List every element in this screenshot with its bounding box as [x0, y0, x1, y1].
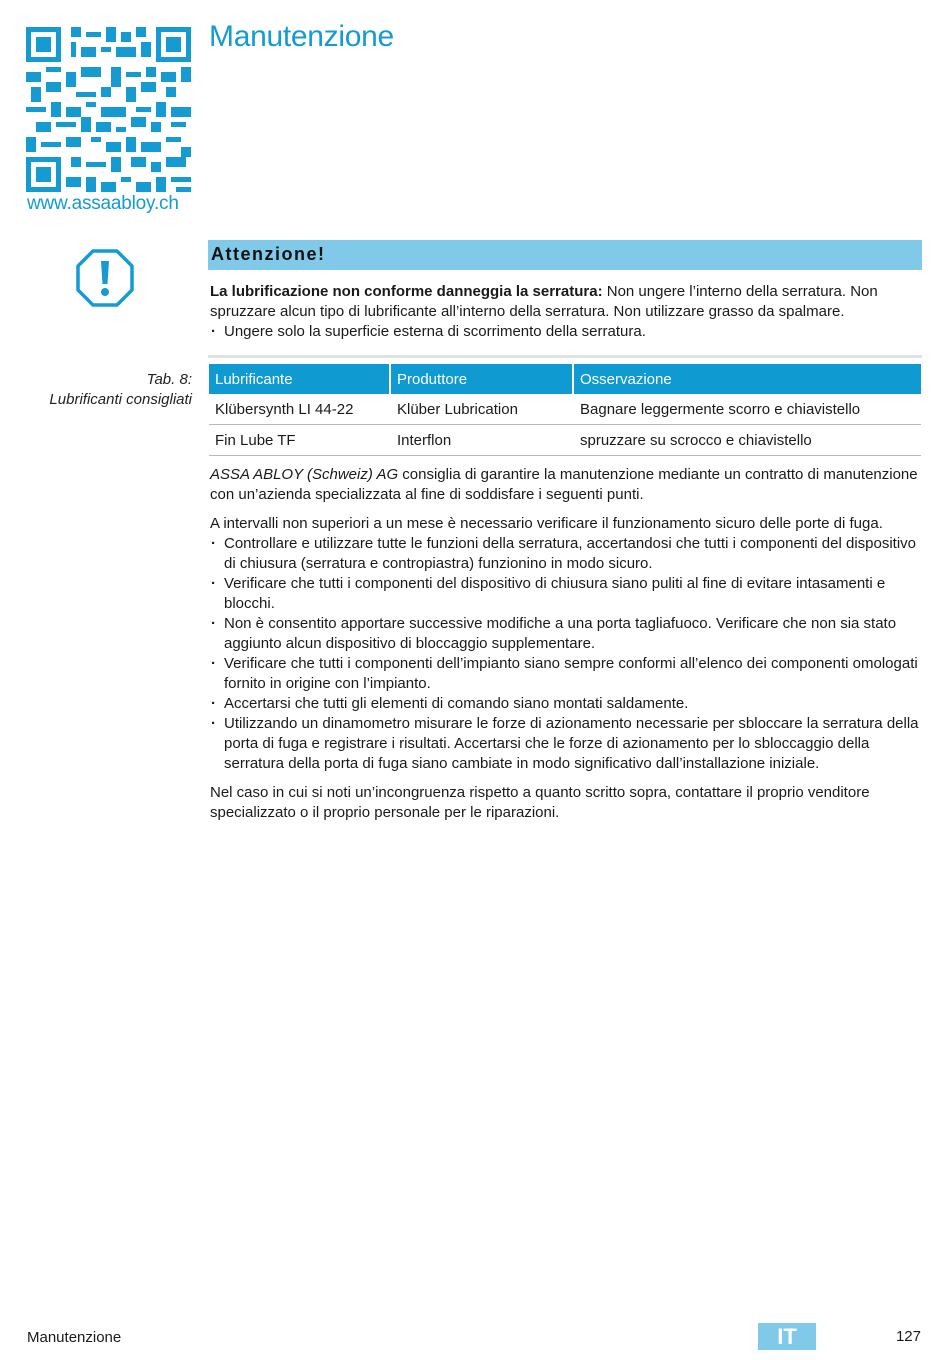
list-item: · Non è consentito apportare successive modifiche a una porta tagliafuoco. Verificare che non sia stato aggiunto alcun dispositivo di bloccaggio supplementare.	[210, 614, 922, 654]
maintenance-contract-paragraph	[210, 465, 922, 505]
table-cell: Interflon	[391, 425, 574, 456]
table-header-cell: Osservazione	[574, 364, 921, 394]
table-cell: Klüber Lubrication	[391, 394, 574, 425]
warning-lead-text: Non ungere l’interno della serratura. Non spruzzare alcun tipo di lubrificante all’interno della serratura. Non utilizzare grasso da spalmare.	[210, 283, 878, 320]
language-badge: IT	[758, 1323, 816, 1350]
monthly-checks	[210, 514, 922, 774]
table-header-cell: Produttore	[391, 364, 574, 394]
page-title: Manutenzione	[209, 20, 394, 53]
section-divider	[208, 355, 922, 358]
table-caption	[49, 370, 192, 410]
website-link[interactable]: www.assaabloy.ch	[27, 193, 179, 214]
warning-octagon-icon	[76, 249, 134, 307]
warning-paragraph	[210, 282, 922, 322]
footer-section-label: Manutenzione	[27, 1329, 122, 1346]
table-row	[209, 394, 921, 425]
table-caption-title: Lubrificanti consigliati	[49, 391, 192, 408]
warning-bullet: · Ungere solo la superficie esterna di scorrimento della serratura.	[210, 322, 922, 342]
warning-lead-bold: La lubrificazione non conforme danneggia la serratura:	[210, 283, 603, 300]
table-row	[209, 425, 921, 456]
contact-paragraph: Nel caso in cui si noti un’incongruenza rispetto a quanto scritto sopra, contattare il proprio venditore specializzato o il proprio personale per le riparazioni.	[210, 784, 870, 821]
attention-banner	[208, 240, 922, 270]
lubricants-table	[209, 364, 921, 456]
table-cell: spruzzare su scrocco e chiavistello	[574, 425, 921, 456]
table-caption-number: Tab. 8:	[146, 371, 192, 388]
table-cell: Klübersynth LI 44-22	[209, 394, 391, 425]
attention-title: Attenzione!	[211, 244, 326, 264]
list-item: · Utilizzando un dinamometro misurare le forze di azionamento necessarie per sbloccare la serratura della porta di fuga e registrare i risultati. Accertarsi che le forze di azionamento per lo sbloccaggio della serratura della porta di fuga siano cambiate in modo significativo dall’installazione iniziale.	[210, 714, 922, 774]
table-cell: Fin Lube TF	[209, 425, 391, 456]
list-item: · Verificare che tutti i componenti dell’impianto siano sempre conformi all’elenco dei componenti omologati fornito in origine con l’impianto.	[210, 654, 922, 694]
list-item: · Controllare e utilizzare tutte le funzioni della serratura, accertandosi che tutti i componenti del dispositivo di chiusura (serratura e contropiastra) funzionino in modo sicuro.	[210, 534, 922, 574]
table-header-cell: Lubrificante	[209, 364, 391, 394]
qr-code-icon	[26, 27, 191, 192]
company-name: ASSA ABLOY (Schweiz) AG	[210, 466, 399, 483]
list-item: · Verificare che tutti i componenti del dispositivo di chiusura siano puliti al fine di evitare intasamenti e blocchi.	[210, 574, 922, 614]
paragraph-text: consiglia di garantire la manutenzione mediante un contratto di manutenzione con un’azienda specializzata al fine di soddisfare i seguenti punti.	[210, 466, 918, 503]
list-item: · Accertarsi che tutti gli elementi di comando siano montati saldamente.	[210, 694, 922, 714]
checks-intro: A intervalli non superiori a un mese è necessario verificare il funzionamento sicuro delle porte di fuga.	[210, 515, 883, 532]
warning-text	[210, 282, 922, 342]
table-cell: Bagnare leggermente scorro e chiavistello	[574, 394, 921, 425]
table-header-row	[209, 364, 921, 394]
page-number: 127	[895, 1328, 921, 1345]
